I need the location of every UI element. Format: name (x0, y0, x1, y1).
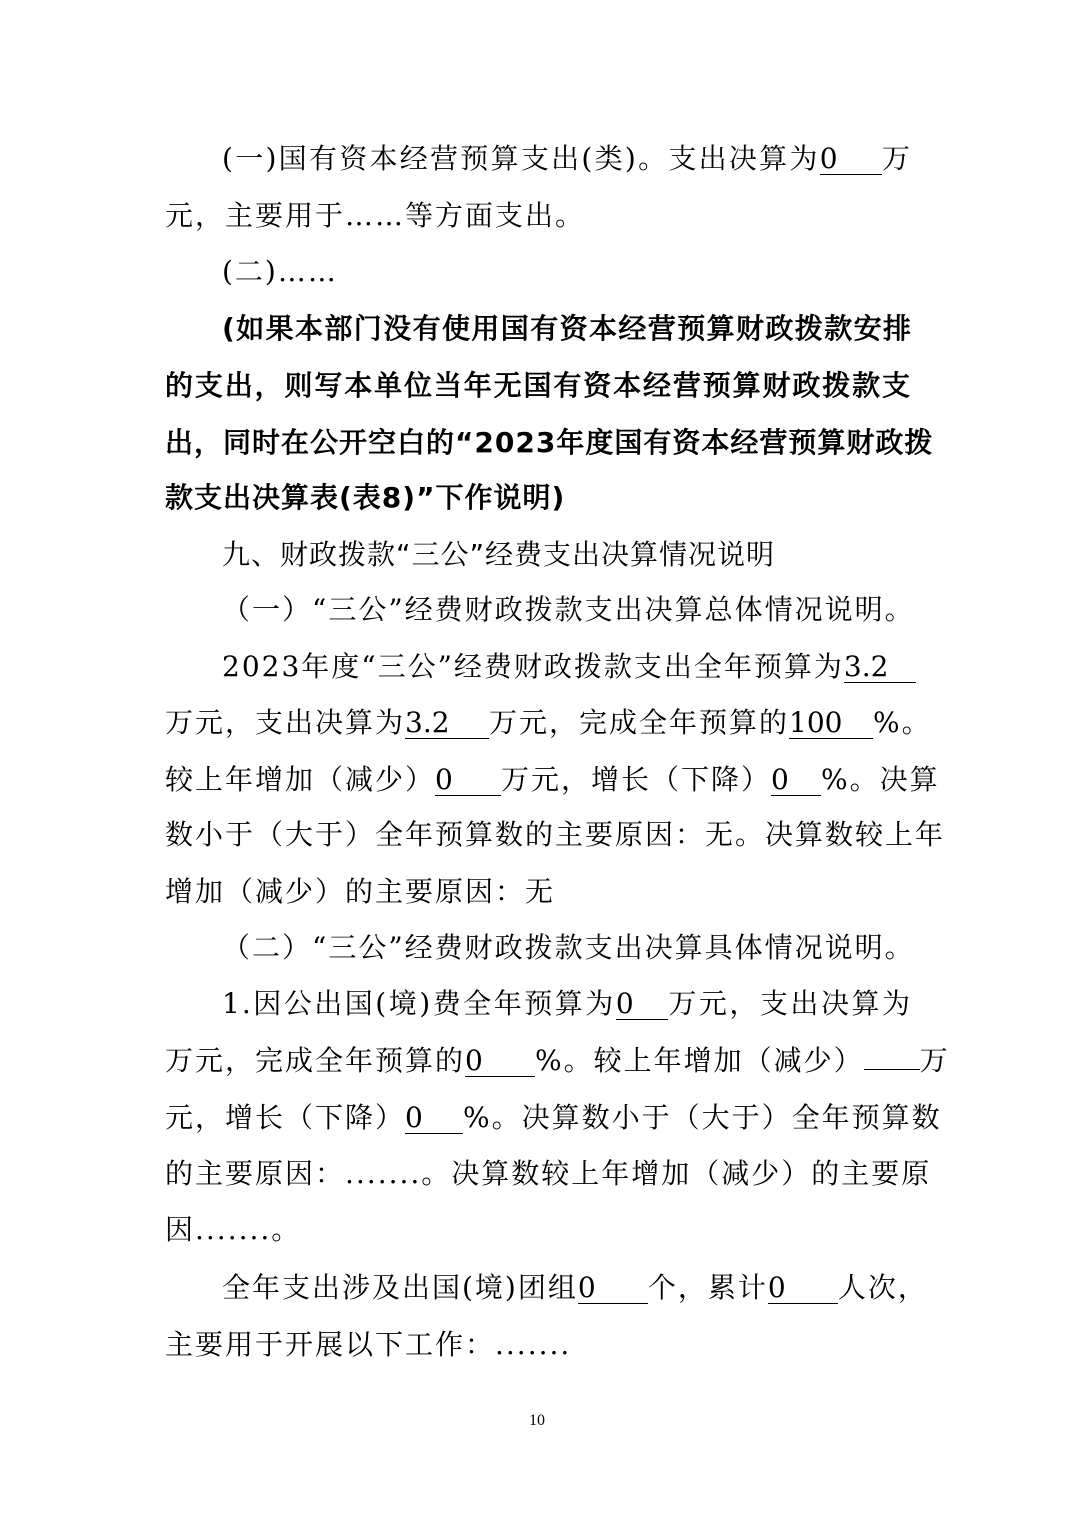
subsection-heading: （一）“三公”经费财政拨款支出决算总体情况说明。 (222, 593, 915, 626)
note-line: 出，同时在公开空白的“2023年度国有资本经营预算财政拨 (165, 426, 934, 459)
fill-blank: 0 (820, 144, 882, 175)
paragraph-line: 的主要原因：.......。决算数较上年增加（减少）的主要原 (165, 1157, 932, 1190)
paragraph-line: 元，主要用于……等方面支出。 (165, 199, 586, 232)
page-number: 10 (529, 1412, 545, 1429)
text: %。决算数小于（大于）全年预算数 (463, 1101, 942, 1134)
fill-blank: 0 (435, 765, 501, 796)
text: %。 (873, 706, 932, 739)
fill-blank: 3.2 (405, 708, 489, 739)
text: (一)国有资本经营预算支出(类)。支出决算为 (222, 142, 820, 175)
paragraph-line (165, 1041, 950, 1081)
paragraph-line (165, 703, 932, 743)
paragraph-line (222, 647, 912, 687)
text: 元，增长（下降） (165, 1101, 406, 1134)
text: %。决算 (821, 763, 940, 796)
paragraph-line (222, 984, 912, 1024)
fill-blank: 0 (405, 1103, 463, 1134)
paragraph-line: 因.......。 (165, 1213, 302, 1246)
text: 万元，支出决算为 (165, 706, 406, 739)
note-line: 的支出，则写本单位当年无国有资本经营预算财政拨款支 (165, 369, 911, 402)
fill-blank: 0 (771, 765, 821, 796)
paragraph-line (222, 1268, 928, 1308)
text: 万元，完成全年预算的 (489, 706, 790, 739)
text: 万元，增长（下降） (501, 763, 772, 796)
text: 人次， (837, 1271, 928, 1304)
fill-blank: 0 (465, 1046, 535, 1077)
paragraph-line: 增加（减少）的主要原因：无 (165, 875, 556, 908)
text: 万 (881, 142, 912, 175)
paragraph-line (222, 139, 912, 179)
subsection-heading: （二）“三公”经费财政拨款支出决算具体情况说明。 (222, 931, 915, 964)
text: 万元，完成全年预算的 (165, 1044, 466, 1077)
paragraph-line: (二)…… (222, 255, 338, 288)
fill-blank: 0 (578, 1273, 648, 1304)
fill-blank: 100 (789, 708, 873, 739)
fill-blank: 0 (768, 1273, 838, 1304)
paragraph-line: 数小于（大于）全年预算数的主要原因：无。决算数较上年 (165, 818, 946, 851)
paragraph-line: 主要用于开展以下工作：....... (165, 1328, 572, 1361)
paragraph-line (165, 760, 940, 800)
note-line: 款支出决算表(表8)”下作说明) (165, 481, 566, 514)
fill-blank: 3.2 (844, 652, 916, 683)
text: 较上年增加（减少） (165, 763, 436, 796)
fill-blank (864, 1069, 920, 1070)
text: 2023年度“三公”经费财政拨款支出全年预算为 (222, 650, 844, 683)
paragraph-line (165, 1098, 942, 1138)
text: 1.因公出国(境)费全年预算为 (222, 987, 616, 1020)
fill-blank: 0 (616, 989, 668, 1020)
note-line: (如果本部门没有使用国有资本经营预算财政拨款安排 (222, 312, 912, 345)
text: %。较上年增加（减少） (535, 1044, 864, 1077)
text: 万 (919, 1044, 950, 1077)
text: 全年支出涉及出国(境)团组 (222, 1271, 578, 1304)
section-heading: 九、财政拨款“三公”经费支出决算情况说明 (222, 538, 776, 571)
text: 万元，支出决算为 (667, 987, 912, 1020)
text: 个，累计 (647, 1271, 768, 1304)
